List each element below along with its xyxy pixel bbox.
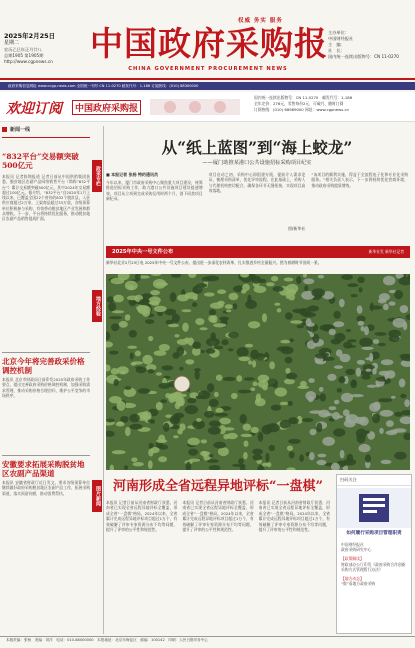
feature-col xyxy=(106,172,203,242)
column-separator xyxy=(103,126,104,634)
masthead-line: 总期1905 第1905期 xyxy=(4,53,44,58)
feature-credit: 图/新华社 xyxy=(287,226,306,231)
lower-text-repeat: 本报讯 记者日前从河南省财政厅获悉，河南省已实现全省远程异地评标全覆盖，形成全省“一盘棋”格局。2024年以来，全省累计完成远程异地评标项目超过1万个，有效破解了评审专家资源分布不均等问题，提升了评审的公平性和规范性。 xyxy=(182,500,254,533)
square-bullet-icon xyxy=(2,127,7,132)
issue-weekday: 星期二 xyxy=(4,40,20,46)
advert-line: “数”看地方政府采购 xyxy=(341,581,376,587)
advert-title: 如何履行采购项目管理职责 xyxy=(346,531,402,536)
lower-article-body xyxy=(106,500,330,632)
advert-header: 扫码关注 xyxy=(337,475,411,486)
crop-field-photo-icon xyxy=(106,274,410,470)
side-label-photo: 图片新闻 xyxy=(92,480,102,512)
photo-header-title: 2025年中央一号文件公布 xyxy=(112,249,174,255)
masthead-right-info xyxy=(328,30,412,60)
lower-text: 本报讯 记者日前从河南省财政厅获悉，河南省已实现全省远程异地评标全覆盖，形成全省“一盘棋”格局。2024年以来，全省累计完成远程异地评标项目超过1万个，有效破解了评审专家资源分布不均等问题，提升了评审的公平性和规范性。 xyxy=(106,500,178,533)
banner-paper-name: 中国政府采购报 xyxy=(72,100,141,115)
column-tag-label: 新闻一线 xyxy=(10,127,31,133)
side-advert[interactable] xyxy=(336,474,412,634)
news-photo[interactable] xyxy=(106,274,410,470)
banner-info-line: 全年定价：276元，零售每份2元，可破月、随时订阅 xyxy=(254,101,344,106)
masthead-line: 中国财经报社 xyxy=(328,36,354,41)
advert-line: 【政策解读】 xyxy=(341,556,364,562)
side-label-policy: 政采专栏 xyxy=(92,160,102,192)
feature-text: 今年以来，厦门市政府采购中心聚焦重大项目建设，统筹推进招标采购工作，助力港口公共设施项目建设提速增效。项目从立项到完成采购仅用时两个月，创下同类项目新纪录。 xyxy=(106,180,203,202)
article-headline[interactable]: 安徽要求拓展采购脱贫地区农副产品渠道 xyxy=(2,460,85,478)
feature-body xyxy=(106,172,408,242)
banner-info-line: 订阅热线：(010) 68989000 网址：www.cgpnews.cn xyxy=(254,107,349,112)
feature-byline: ■ 本报记者 张杨 特约通讯员 xyxy=(106,172,158,177)
column-divider xyxy=(2,137,90,138)
advert-line: 财政部办公厅印发《政府采购合作创新采购方式管理暂行办法》 xyxy=(341,561,406,572)
article-headline[interactable]: “832平台”交易额突破500亿元 xyxy=(2,152,79,170)
page-footer: 本版责编：张杨 美编：刘洋 电话：010-88000000 本报地址：北京市海淀区 邮编：100142 印刷：人民日报印务中心 xyxy=(0,636,415,648)
left-news-column xyxy=(2,126,90,634)
article-headline[interactable]: 北京今年将完善政采价格调控机制 xyxy=(2,357,85,375)
advert-line: 中国财经报社 xyxy=(341,542,364,547)
subscription-banner[interactable] xyxy=(0,92,415,122)
banner-info-line: 国内统一连续出版物号：CN 11-0270 邮发代号：1-186 xyxy=(254,95,353,100)
article-body: 本报讯 北京市财政局日前印发2025年政府采购工作要点，提出完善政府采购价格调控机制，加强采购需求管理，推动采购价格合理回归，维护公平竞争的市场秩序。 xyxy=(2,377,90,398)
masthead-url: http://www.cgpnews.cn xyxy=(4,59,53,64)
banner-decoration-icon xyxy=(150,96,240,118)
feature-col xyxy=(311,172,408,242)
banner-logo: 欢迎订阅 xyxy=(6,101,62,117)
masthead-left-info xyxy=(4,32,70,65)
newspaper-english-title: CHINA GOVERNMENT PROCUREMENT NEWS xyxy=(128,66,288,72)
article-divider xyxy=(2,455,90,456)
article-body: 本报讯 记者陈锦报道 记者日前从中国供销集团获悉，脱贫地区农副产品网络销售平台（简称“832平台”）累计交易额突破500亿元，其中2024年交易额超过100亿元。据介绍，“832平台”自2020年1月上线以来，已覆盖全国22个省份的832个脱贫县，入驻供应商超过2万家，上架商品超过33万款。各级预算单位积极参与采购，有效带动脱贫地区产业发展和群众增收。下一步，平台将持续优化服务，推动脱贫地区农副产品销售提质扩面。 xyxy=(2,174,90,222)
masthead-line: 社 长： xyxy=(328,48,345,53)
feature-text: 项目启动之初，采购中心即组建专班，提前介入需求论证，梳理采购清单，优化评审流程。在此基础上，采购人与代理机构密切配合，确保各环节无缝衔接，实现项目高效落地。 xyxy=(208,172,306,194)
advert-line: 政府采购研究中心 xyxy=(341,547,372,553)
masthead-line: 农历乙巳年正月廿八 xyxy=(4,47,42,52)
article-body: 本报讯 安徽省财政厅近日发文，要求各级预算单位继续做好政府采购脱贫地区农副产品工作，拓展采购渠道，落实预留份额，推动消费帮扶。 xyxy=(2,480,90,496)
issue-date: 2025年2月25日 xyxy=(4,32,56,40)
info-strip: 政府采购信息网址 www.ccgp-news.com 全国统一刊号 CN 11-0270 邮发代号：1-186 订阅热线：(010) 88300000 xyxy=(0,82,415,90)
advert-line: 【地方动态】 xyxy=(341,576,364,582)
masthead-line: 主 编： xyxy=(328,42,345,47)
masthead-line: 主办单位： xyxy=(328,30,349,35)
article-divider xyxy=(2,352,90,353)
slogan: 权威 务实 服务 xyxy=(238,18,283,24)
feature-col xyxy=(209,172,306,242)
newspaper-title: 中国政府采购报 xyxy=(90,24,328,63)
feature-headline[interactable]: 从“纸上蓝图”到“海上蛟龙” xyxy=(161,138,353,157)
photo-caption: 新华社北京2月23日电 2025年中央一号文件公布，提出进一步深化农村改革，扎实推进乡村全面振兴。图为春耕时节田间一景。 xyxy=(106,260,322,265)
banner-info xyxy=(254,95,412,113)
feature-text: “该项目的顺利实施，得益于全流程电子化和专业化采购服务。”相关负责人表示，下一步将持续优化营商环境，推动政府采购提质增效。 xyxy=(311,172,409,188)
advert-illustration-icon xyxy=(337,488,411,528)
column-tag xyxy=(2,126,90,133)
photo-header xyxy=(106,246,410,258)
feature-subtitle: ——厦门助推某港口公共设施招标采购项目纪实 xyxy=(202,160,312,166)
lower-text-repeat: 本报讯 记者日前从河南省财政厅获悉，河南省已实现全省远程异地评标全覆盖，形成全省“一盘棋”格局。2024年以来，全省累计完成远程异地评标项目超过1万个，有效破解了评审专家资源分布不均等问题，提升了评审的公平性和规范性。 xyxy=(258,500,330,533)
photo-header-note: 新华社发 新华社记者 xyxy=(368,249,404,254)
lower-headline[interactable]: 河南形成全省远程异地评标“一盘棋” xyxy=(113,479,323,494)
masthead-line: 国内统一连续出版物号：CN 11-0270 xyxy=(328,54,399,59)
side-label-local: 地方经验 xyxy=(92,290,102,322)
masthead-divider xyxy=(0,78,415,80)
